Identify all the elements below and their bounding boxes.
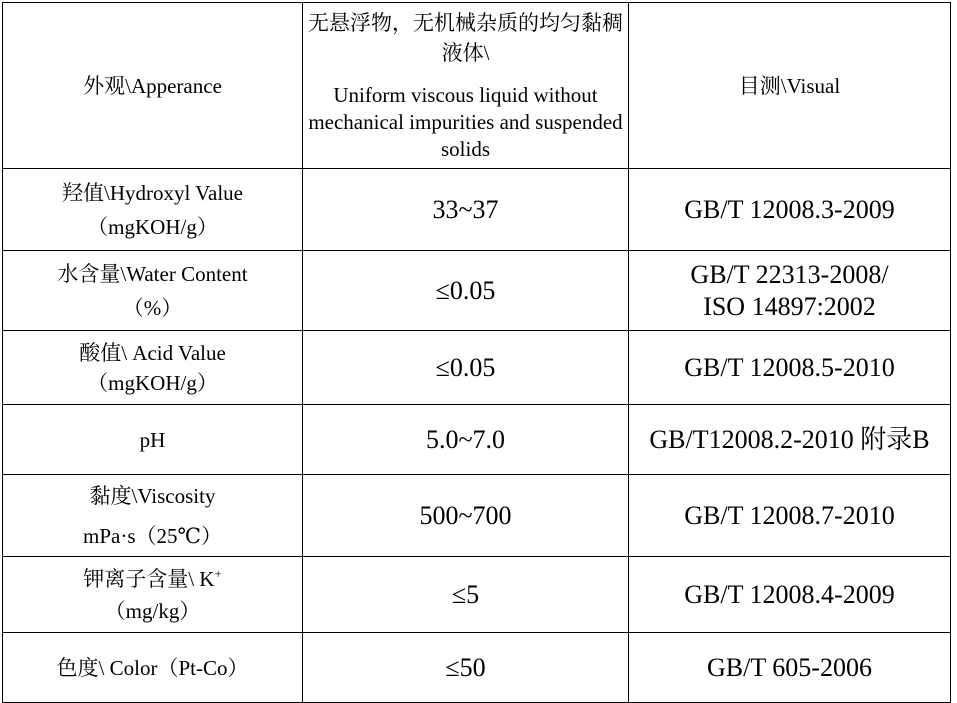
property-label: 外观\Apperance: [83, 73, 222, 98]
value-cell: [303, 633, 629, 703]
property-unit: （%）: [122, 295, 183, 320]
method-label: 目测\Visual: [738, 73, 841, 98]
method-cell: [629, 169, 951, 251]
method-label: GB/T 12008.4-2009: [684, 579, 895, 609]
property-unit: （mg/kg）: [104, 598, 201, 623]
method-label: GB/T12008.2-2010 附录B: [649, 424, 930, 454]
property-label-text: 钾离子含量\ K: [83, 566, 215, 591]
property-label: pH: [139, 427, 166, 452]
property-label: 色度\ Color（Pt-Co）: [56, 655, 249, 680]
property-label: [7, 563, 298, 595]
property-cell: [3, 3, 303, 169]
method-cell: [629, 633, 951, 703]
method-label: GB/T 605-2006: [707, 652, 872, 682]
value-text: ≤50: [445, 652, 486, 682]
value-cell: [303, 331, 629, 405]
property-unit: mPa·s（25℃）: [83, 523, 222, 548]
value-text: 33~37: [432, 194, 499, 224]
method-cell: [629, 475, 951, 557]
method-cell: [629, 251, 951, 331]
property-cell: [3, 331, 303, 405]
method-label: GB/T 12008.7-2010: [684, 500, 895, 530]
value-cell: [303, 405, 629, 475]
method-label: GB/T 12008.5-2010: [684, 352, 895, 382]
value-cell: [303, 169, 629, 251]
value-description-en: Uniform viscous liquid without mechanical impurities and suspended solids: [308, 83, 623, 161]
value-text: ≤5: [451, 579, 480, 609]
table-row-viscosity: [3, 475, 951, 557]
table-row-appearance: [3, 3, 951, 169]
value-text: 500~700: [419, 500, 512, 530]
method-cell: [629, 557, 951, 633]
table-row-acid-value: [3, 331, 951, 405]
table-row-water-content: [3, 251, 951, 331]
table-row-color: [3, 633, 951, 703]
value-text: 5.0~7.0: [425, 424, 506, 454]
method-cell: [629, 405, 951, 475]
specification-table: [2, 2, 951, 703]
property-label: 羟值\Hydroxyl Value: [61, 180, 243, 205]
table-row-potassium-content: [3, 557, 951, 633]
method-label-2: ISO 14897:2002: [703, 291, 876, 321]
property-unit: （mgKOH/g）: [87, 370, 218, 395]
value-description-cn: 无悬浮物，无机械杂质的均匀黏稠液体\: [308, 11, 623, 65]
method-label: GB/T 22313-2008/: [690, 259, 889, 289]
table-row-ph: [3, 405, 951, 475]
value-text: ≤0.05: [435, 275, 496, 305]
property-cell: [3, 405, 303, 475]
property-cell: [3, 475, 303, 557]
method-label: GB/T 12008.3-2009: [684, 194, 895, 224]
value-cell: [303, 251, 629, 331]
value-cell: [303, 557, 629, 633]
value-cell: [303, 3, 629, 169]
property-label: 黏度\Viscosity: [89, 483, 216, 508]
property-label: 酸值\ Acid Value: [79, 340, 226, 365]
value-text: ≤0.05: [435, 352, 496, 382]
property-unit: （mgKOH/g）: [87, 214, 218, 239]
table-row-hydroxyl-value: [3, 169, 951, 251]
property-cell: [3, 633, 303, 703]
method-cell: [629, 3, 951, 169]
method-cell: [629, 331, 951, 405]
property-cell: [3, 251, 303, 331]
property-cell: [3, 557, 303, 633]
value-cell: [303, 475, 629, 557]
property-label-superscript: +: [214, 565, 222, 581]
property-cell: [3, 169, 303, 251]
property-label: 水含量\Water Content: [57, 261, 248, 286]
